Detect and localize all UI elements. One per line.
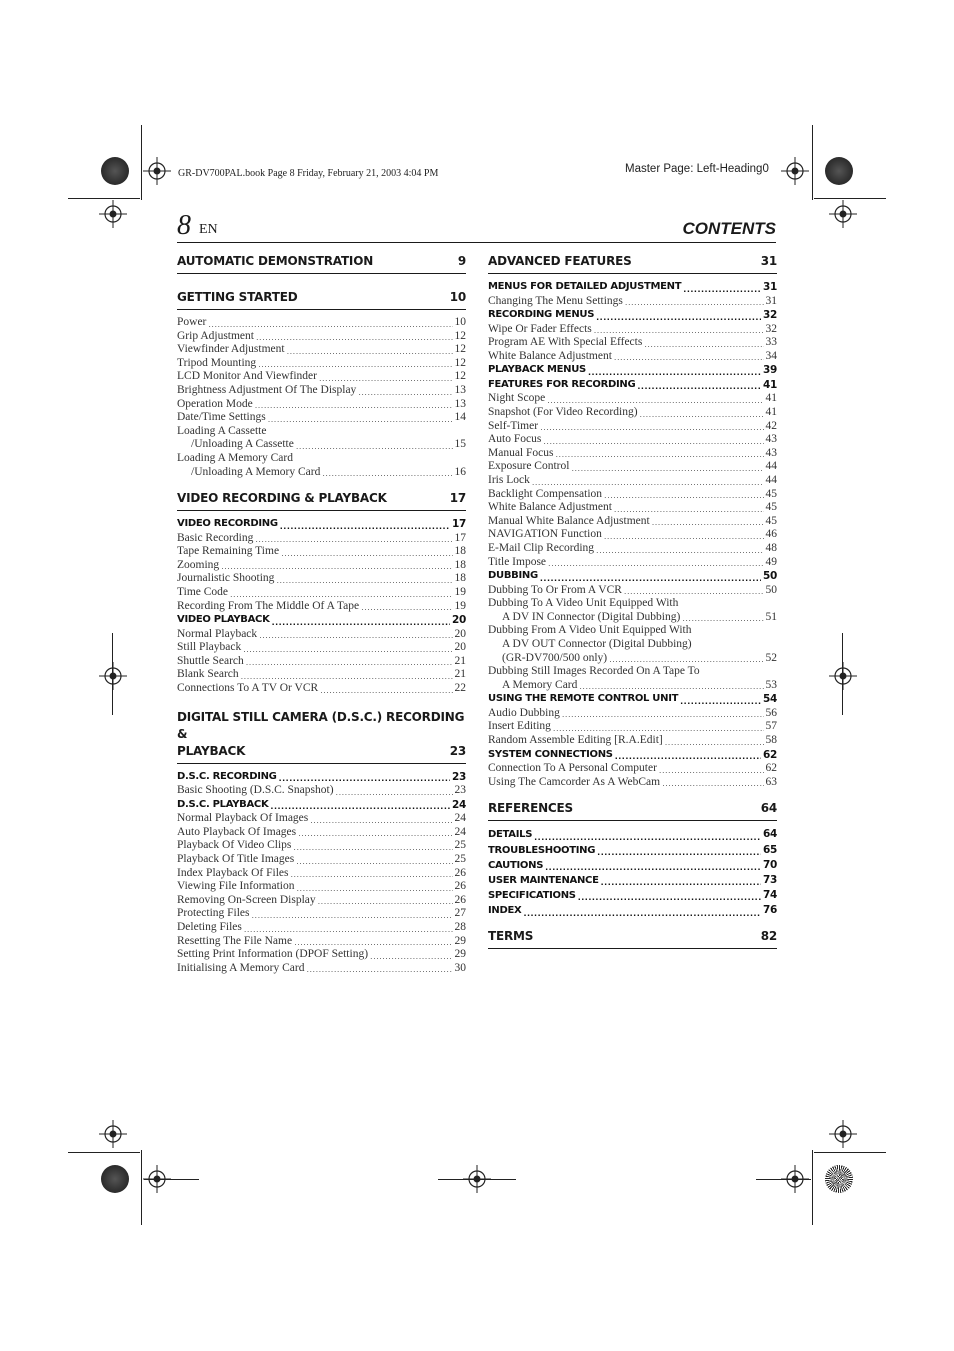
crosshair-mark-icon (99, 1120, 127, 1148)
toc-entry[interactable]: Initialising A Memory Card ..... 30 (177, 962, 466, 976)
crop-line (756, 1179, 811, 1180)
crosshair-mark-icon (829, 662, 857, 690)
toc-left-column (177, 250, 466, 985)
section-heading: VIDEO RECORDING & PLAYBACK 17 (177, 487, 466, 511)
crosshair-mark-icon (829, 200, 857, 228)
toc-subheading[interactable]: VIDEO PLAYBACK ..... 20 (177, 613, 466, 628)
toc-entry[interactable]: Audio Dubbing ..... 56 (488, 707, 777, 721)
crop-line (842, 633, 843, 715)
page-header (177, 212, 776, 243)
toc-entry[interactable]: Protecting Files ..... 27 (177, 907, 466, 921)
toc-entry[interactable]: Journalistic Shooting ..... 18 (177, 572, 466, 586)
toc-entry[interactable]: Using The Camcorder As A WebCam ..... 63 (488, 776, 777, 790)
toc-section-video-recording (177, 487, 466, 706)
toc-entry[interactable]: Insert Editing ..... 57 (488, 720, 777, 734)
toc-subheading[interactable]: VIDEO RECORDING ..... 17 (177, 517, 466, 532)
toc-right-column (488, 250, 777, 949)
toc-entry[interactable]: Dubbing Still Images Recorded On A Tape To (488, 665, 700, 678)
toc-subheading[interactable]: SYSTEM CONNECTIONS ..... 62 (488, 748, 777, 763)
crop-line (814, 198, 886, 199)
crop-line (812, 1150, 813, 1225)
toc-subheading[interactable]: USER MAINTENANCE ..... 73 (488, 873, 777, 888)
toc-entry[interactable]: A Memory Card ..... 53 (488, 679, 777, 693)
toc-entry[interactable]: Recording From The Middle Of A Tape ..... 19 (177, 600, 466, 614)
registration-rosette (825, 157, 853, 185)
toc-subheading[interactable]: DETAILS ..... 64 (488, 827, 777, 842)
toc-section-terms (488, 925, 777, 949)
toc-entry[interactable]: Connection To A Personal Computer ..... 62 (488, 762, 777, 776)
toc-entry[interactable]: A DV OUT Connector (Digital Dubbing) (502, 637, 692, 650)
toc-entry[interactable]: Playback Of Title Images ..... 25 (177, 853, 466, 867)
toc-entry[interactable]: Loading A Memory Card (177, 451, 293, 464)
toc-entry[interactable]: Connections To A TV Or VCR ..... 22 (177, 682, 466, 696)
toc-entry[interactable]: Backlight Compensation ..... 45 (488, 488, 777, 502)
toc-entry[interactable]: Brightness Adjustment Of The Display ..... 13 (177, 384, 466, 398)
crop-line (68, 198, 140, 199)
toc-subheading[interactable]: FEATURES FOR RECORDING ..... 41 (488, 378, 777, 393)
toc-entry[interactable]: Night Scope ..... 41 (488, 392, 777, 406)
toc-entry[interactable]: Changing The Menu Settings ..... 31 (488, 295, 777, 309)
section-heading: ADVANCED FEATURES 31 (488, 250, 777, 274)
toc-entry[interactable]: Setting Print Information (DPOF Setting) ..... 29 (177, 948, 466, 962)
toc-entry[interactable]: Resetting The File Name ..... 29 (177, 935, 466, 949)
registration-rosette (825, 1165, 853, 1193)
toc-subheading[interactable]: RECORDING MENUS ..... 32 (488, 308, 777, 323)
toc-section-advanced (488, 250, 777, 797)
toc-subheading[interactable]: PLAYBACK MENUS ..... 39 (488, 363, 777, 378)
crop-line (112, 633, 113, 715)
toc-entry[interactable]: NAVIGATION Function ..... 46 (488, 528, 777, 542)
toc-section-references (488, 797, 777, 924)
crop-line (68, 1152, 140, 1153)
toc-subheading[interactable]: CAUTIONS ..... 70 (488, 858, 777, 873)
toc-entry[interactable]: Normal Playback Of Images ..... 24 (177, 812, 466, 826)
toc-subheading[interactable]: MENUS FOR DETAILED ADJUSTMENT ..... 31 (488, 280, 777, 295)
toc-entry[interactable]: Date/Time Settings ..... 14 (177, 411, 466, 425)
toc-entry[interactable]: White Balance Adjustment ..... 34 (488, 350, 777, 364)
crop-line (814, 1152, 886, 1153)
crosshair-mark-icon (99, 200, 127, 228)
crop-line (812, 125, 813, 200)
toc-entry[interactable]: Loading A Cassette (177, 424, 267, 437)
toc-entry[interactable]: Power ..... 10 (177, 316, 466, 330)
toc-entry[interactable]: Wipe Or Fader Effects ..... 32 (488, 323, 777, 337)
section-heading: GETTING STARTED 10 (177, 286, 466, 310)
crosshair-mark-icon (143, 157, 171, 185)
page-number: 8 (177, 210, 191, 241)
toc-entry[interactable]: Time Code ..... 19 (177, 586, 466, 600)
toc-entry[interactable]: E-Mail Clip Recording ..... 48 (488, 542, 777, 556)
toc-entry[interactable]: Viewfinder Adjustment ..... 12 (177, 343, 466, 357)
toc-entry[interactable]: Operation Mode ..... 13 (177, 398, 466, 412)
crosshair-mark-icon (781, 157, 809, 185)
toc-entry[interactable]: Removing On-Screen Display ..... 26 (177, 894, 466, 908)
toc-section-getting-started (177, 286, 466, 487)
registration-rosette (101, 1165, 129, 1193)
toc-subheading[interactable]: D.S.C. PLAYBACK ..... 24 (177, 798, 466, 813)
toc-subheading[interactable]: USING THE REMOTE CONTROL UNIT ..... 54 (488, 692, 777, 707)
toc-entry[interactable]: Playback Of Video Clips ..... 25 (177, 839, 466, 853)
toc-entry[interactable]: (GR-DV700/500 only) ..... 52 (488, 652, 777, 666)
toc-entry[interactable]: Deleting Files ..... 28 (177, 921, 466, 935)
toc-entry[interactable]: Normal Playback ..... 20 (177, 628, 466, 642)
page-title: CONTENTS (682, 219, 776, 238)
toc-subheading[interactable]: INDEX ..... 76 (488, 903, 777, 918)
toc-entry[interactable]: Blank Search ..... 21 (177, 668, 466, 682)
toc-entry[interactable]: Manual White Balance Adjustment ..... 45 (488, 515, 777, 529)
toc-entry[interactable]: Random Assemble Editing [R.A.Edit] ..... 58 (488, 734, 777, 748)
crop-line (144, 1179, 199, 1180)
toc-entry[interactable]: Self-Timer ..... 42 (488, 420, 777, 434)
toc-entry[interactable]: Tripod Mounting ..... 12 (177, 357, 466, 371)
toc-entry[interactable]: Program AE With Special Effects ..... 33 (488, 336, 777, 350)
master-page-label: Master Page: Left-Heading0 (625, 163, 769, 175)
toc-subheading[interactable]: DUBBING ..... 50 (488, 569, 777, 584)
registration-rosette (101, 157, 129, 185)
toc-entry[interactable]: Basic Shooting (D.S.C. Snapshot) ..... 23 (177, 784, 466, 798)
toc-entry[interactable]: Title Impose ..... 49 (488, 556, 777, 570)
crop-line (438, 1179, 516, 1180)
crop-line (141, 1150, 142, 1225)
crosshair-mark-icon (99, 662, 127, 690)
toc-entry[interactable]: Zooming ..... 18 (177, 559, 466, 573)
crop-line (141, 125, 142, 200)
section-heading: REFERENCES 64 (488, 797, 777, 821)
toc-entry[interactable]: Exposure Control ..... 44 (488, 460, 777, 474)
toc-entry[interactable]: LCD Monitor And Viewfinder ..... 12 (177, 370, 466, 384)
toc-subheading[interactable]: SPECIFICATIONS ..... 74 (488, 888, 777, 903)
section-heading: AUTOMATIC DEMONSTRATION 9 (177, 250, 466, 274)
toc-entry[interactable]: Basic Recording ..... 17 (177, 532, 466, 546)
toc-entry[interactable]: Auto Playback Of Images ..... 24 (177, 826, 466, 840)
toc-entry[interactable]: Shuttle Search ..... 21 (177, 655, 466, 669)
toc-entry[interactable]: Dubbing To A Video Unit Equipped With (488, 597, 679, 610)
toc-entry[interactable]: Tape Remaining Time ..... 18 (177, 545, 466, 559)
language-code: EN (199, 222, 218, 237)
crosshair-mark-icon (829, 1120, 857, 1148)
toc-entry[interactable]: Dubbing From A Video Unit Equipped With (488, 624, 692, 637)
toc-entry[interactable]: Dubbing To Or From A VCR ..... 50 (488, 584, 777, 598)
toc-subheading[interactable]: D.S.C. RECORDING ..... 23 (177, 770, 466, 785)
toc-entry[interactable]: /Unloading A Memory Card ..... 16 (177, 466, 466, 480)
toc-entry[interactable]: Index Playback Of Files ..... 26 (177, 867, 466, 881)
section-heading: DIGITAL STILL CAMERA (D.S.C.) RECORDING & PLAYBACK 23 (177, 706, 466, 764)
toc-section-dsc (177, 706, 466, 986)
toc-entry[interactable]: /Unloading A Cassette ..... 15 (177, 438, 466, 452)
toc-entry[interactable]: Still Playback ..... 20 (177, 641, 466, 655)
toc-subheading[interactable]: TROUBLESHOOTING ..... 65 (488, 843, 777, 858)
toc-entry[interactable]: Iris Lock ..... 44 (488, 474, 777, 488)
toc-entry[interactable]: White Balance Adjustment ..... 45 (488, 501, 777, 515)
toc-section-auto-demo (177, 250, 466, 286)
toc-entry[interactable]: Viewing File Information ..... 26 (177, 880, 466, 894)
print-slug: GR-DV700PAL.book Page 8 Friday, February 21, 2003 4:04 PM (178, 168, 439, 179)
toc-entry[interactable]: Snapshot (For Video Recording) ..... 41 (488, 406, 777, 420)
toc-entry[interactable]: A DV IN Connector (Digital Dubbing) ..... 51 (488, 611, 777, 625)
section-heading: TERMS 82 (488, 925, 777, 949)
toc-entry[interactable]: Manual Focus ..... 43 (488, 447, 777, 461)
toc-entry[interactable]: Auto Focus ..... 43 (488, 433, 777, 447)
toc-entry[interactable]: Grip Adjustment ..... 12 (177, 330, 466, 344)
